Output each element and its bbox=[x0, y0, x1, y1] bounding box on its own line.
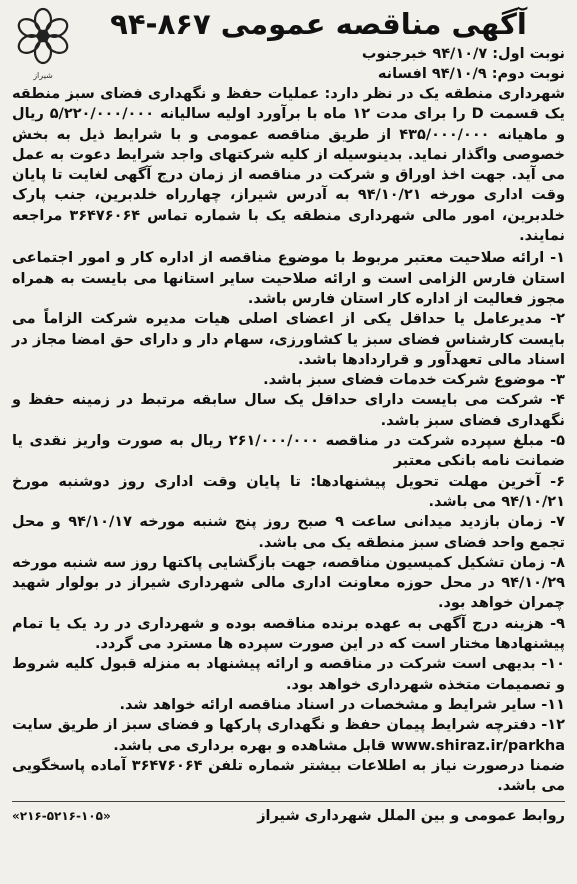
condition-12: ۱۲- دفترچه شرایط پیمان حفظ و نگهداری پارکها و فضای سبز از طریق سایت www.shiraz.ir/parkha قابل مشاهده و بهره برداری می باشد. bbox=[12, 717, 565, 754]
notice-body bbox=[12, 84, 565, 796]
condition-11: ۱۱- سایر شرایط و مشخصات در اسناد مناقصه ارائه خواهد شد. bbox=[119, 696, 565, 713]
svg-text:شیراز: شیراز bbox=[33, 71, 53, 80]
notice-code: «۲۱۶-۵۲۱۶-۱۰۵» bbox=[12, 809, 111, 824]
first-turn: نوبت اول: ۹۴/۱۰/۷ خبرجنوب bbox=[361, 46, 565, 62]
publication-turns bbox=[92, 44, 565, 84]
notice-footer bbox=[12, 805, 565, 827]
second-turn: نوبت دوم: ۹۴/۱۰/۹ افسانه bbox=[377, 66, 565, 82]
condition-3: ۳- موضوع شرکت خدمات فضای سبز باشد. bbox=[263, 372, 565, 389]
notice-title: آگهی مناقصه عمومی ۸۶۷-۹۴ bbox=[110, 7, 527, 41]
condition-8: ۸- زمان تشکیل کمیسیون مناقصه، جهت بازگشایی پاکتها روز سه شنبه مورخه ۹۴/۱۰/۲۹ در محل حوزه معاونت اداری مالی شهرداری شیراز در بولوار شهید چمران خواهد بود. bbox=[12, 554, 565, 612]
intro-paragraph: شهرداری منطقه یک در نظر دارد: عملیات حفظ و نگهداری فضای سبز منطقه یک قسمت D را برای مدت ۱۲ ماه با برآورد اولیه سالیانه ۵/۲۲۰/۰۰۰/۰۰۰ ریال و ماهیانه ۴۳۵/۰۰۰/۰۰۰ از طریق مناقصه عمومی و با شرایط ذیل به بخش خصوصی واگذار نماید. بدینوسیله از کلیه شرکتهای واجد شرایط دعوت به عمل می آید. جهت اخذ اوراق و شرکت در مناقصه از زمان درج آگهی لغایت تا پایان وقت اداری مورخه ۹۴/۱۰/۲۱ به آدرس شیراز، چهارراه خلدبرین، جنب پارک خلدبرین، امور مالی شهرداری منطقه یک با شماره تماس ۳۶۴۷۶۰۶۴ مراجعه نمایند. bbox=[12, 86, 566, 245]
condition-9: ۹- هزینه درج آگهی به عهده برنده مناقصه بوده و شهرداری در رد یک یا تمام پیشنهادها مختار است که در این صورت سپرده ها مسترد می گردد. bbox=[12, 615, 565, 653]
condition-1: ۱- ارائه صلاحیت معتبر مربوط با موضوع مناقصه از اداره کار و امور اجتماعی استان فارس الزامی است و ارائه صلاحیت سایر استانها می بایست به همراه مجوز فعالیت از اداره کار استان فارس باشد. bbox=[12, 250, 565, 307]
publisher-signature: روابط عمومی و بین الملل شهرداری شیراز bbox=[257, 808, 565, 825]
condition-5: ۵- مبلغ سپرده شرکت در مناقصه ۲۶۱/۰۰۰/۰۰۰ ریال به صورت واریز نقدی یا ضمانت نامه بانکی معتبر bbox=[12, 433, 565, 470]
condition-10: ۱۰- بدیهی است شرکت در مناقصه و ارائه پیشنهاد به منزله قبول کلیه شروط و تصمیمات متخذه شهرداری خواهد بود. bbox=[12, 656, 565, 693]
flower-logo-icon bbox=[8, 4, 78, 84]
footer-divider bbox=[12, 801, 565, 802]
contact-note: ضمنا درصورت نیاز به اطلاعات بیشتر شماره تلفن ۳۶۴۷۶۰۶۴ آماده پاسخگویی می باشد. bbox=[12, 757, 566, 795]
condition-7: ۷- زمان بازدید میدانی ساعت ۹ صبح روز پنج شنبه مورخه ۹۴/۱۰/۱۷ و محل تجمع واحد فضای سبز منطقه یک می باشد. bbox=[12, 514, 566, 551]
condition-2: ۲- مدیرعامل یا حداقل یکی از اعضای اصلی هیات مدیره شرکت الزاماً می بایست کارشناس فضای سبز یا کشاورزی، سهام دار و دارای حق امضا مجاز در اسناد مالی تعهدآور و قراردادها باشد. bbox=[12, 311, 565, 368]
condition-4: ۴- شرکت می بایست دارای حداقل یک سال سابقه مرتبط در زمینه حفظ و نگهداری فضای سبز باشد. bbox=[12, 392, 565, 429]
condition-6: ۶- آخرین مهلت تحویل پیشنهادها: تا پایان وقت اداری روز دوشنبه مورخ ۹۴/۱۰/۲۱ می باشد. bbox=[12, 473, 565, 510]
conditions-list bbox=[12, 248, 565, 796]
